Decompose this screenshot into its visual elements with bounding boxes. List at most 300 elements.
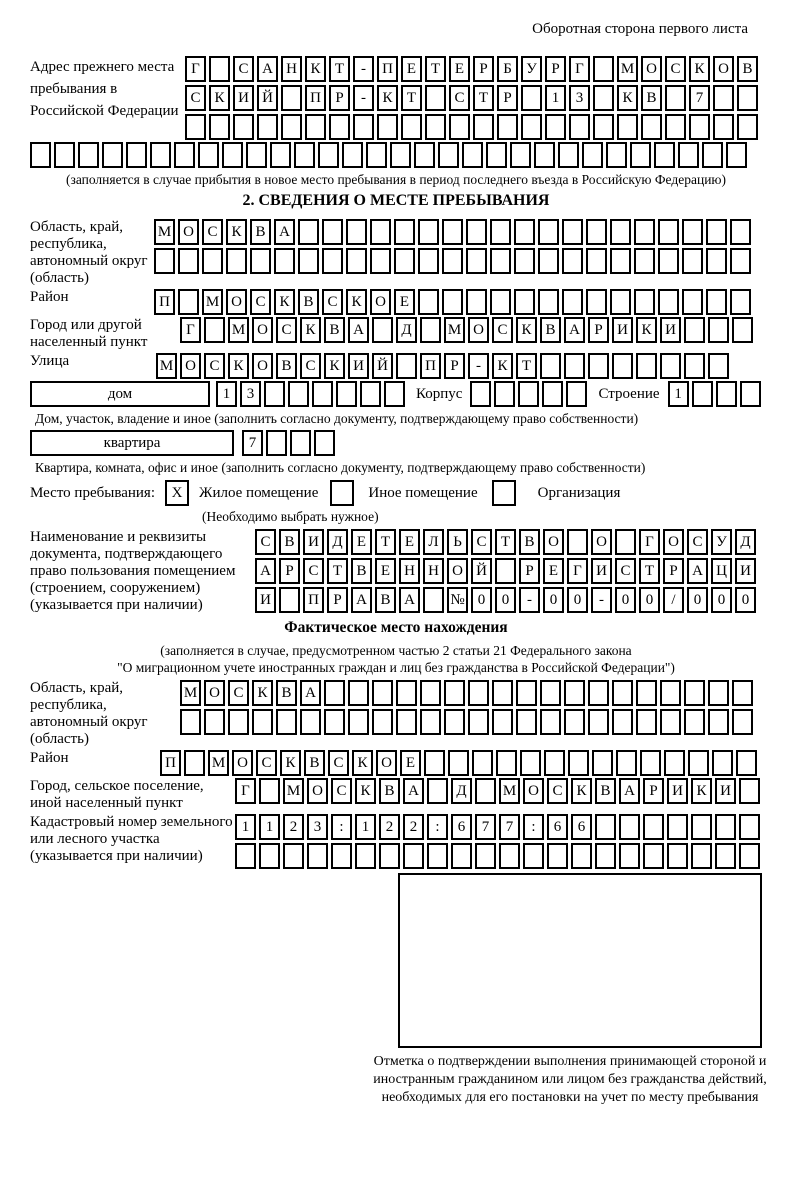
char-cell[interactable] — [523, 843, 544, 869]
char-cell[interactable] — [490, 289, 511, 315]
char-cell[interactable] — [307, 843, 328, 869]
char-cell[interactable]: А — [274, 219, 295, 245]
char-cell[interactable]: А — [399, 587, 420, 613]
char-cell[interactable] — [442, 219, 463, 245]
char-cell[interactable] — [612, 680, 633, 706]
char-cell[interactable] — [348, 709, 369, 735]
char-cell[interactable]: М — [228, 317, 249, 343]
char-cell[interactable] — [427, 843, 448, 869]
char-cell[interactable] — [610, 248, 631, 274]
char-cell[interactable]: К — [516, 317, 537, 343]
char-cell[interactable]: 0 — [495, 587, 516, 613]
char-cell[interactable]: О — [252, 353, 273, 379]
char-cell[interactable] — [312, 381, 333, 407]
char-cell[interactable] — [298, 219, 319, 245]
char-cell[interactable] — [615, 529, 636, 555]
char-cell[interactable] — [346, 248, 367, 274]
char-cell[interactable] — [567, 529, 588, 555]
char-cell[interactable] — [418, 219, 439, 245]
char-cell[interactable] — [716, 381, 737, 407]
char-cell[interactable]: - — [353, 85, 374, 111]
char-cell[interactable]: Р — [473, 56, 494, 82]
char-cell[interactable]: 1 — [259, 814, 280, 840]
char-cell[interactable]: 7 — [475, 814, 496, 840]
char-cell[interactable]: К — [377, 85, 398, 111]
char-cell[interactable] — [706, 289, 727, 315]
char-cell[interactable]: С — [228, 680, 249, 706]
char-cell[interactable]: М — [208, 750, 229, 776]
char-cell[interactable]: Т — [639, 558, 660, 584]
char-cell[interactable] — [616, 750, 637, 776]
char-cell[interactable]: Н — [281, 56, 302, 82]
char-cell[interactable]: В — [304, 750, 325, 776]
char-cell[interactable] — [545, 114, 566, 140]
char-cell[interactable] — [564, 680, 585, 706]
char-cell[interactable] — [126, 142, 147, 168]
char-cell[interactable] — [739, 814, 760, 840]
char-cell[interactable] — [516, 680, 537, 706]
char-cell[interactable]: В — [519, 529, 540, 555]
char-cell[interactable] — [329, 114, 350, 140]
char-cell[interactable] — [353, 114, 374, 140]
char-cell[interactable] — [444, 680, 465, 706]
char-cell[interactable]: Е — [449, 56, 470, 82]
char-cell[interactable]: О — [180, 353, 201, 379]
char-cell[interactable]: Т — [516, 353, 537, 379]
char-cell[interactable] — [684, 709, 705, 735]
char-cell[interactable] — [425, 114, 446, 140]
char-cell[interactable] — [636, 680, 657, 706]
char-cell[interactable] — [342, 142, 363, 168]
char-cell[interactable] — [209, 56, 230, 82]
char-cell[interactable] — [713, 85, 734, 111]
char-cell[interactable]: О — [713, 56, 734, 82]
char-cell[interactable] — [372, 317, 393, 343]
char-cell[interactable]: 0 — [687, 587, 708, 613]
char-cell[interactable]: О — [226, 289, 247, 315]
char-cell[interactable] — [593, 56, 614, 82]
char-cell[interactable]: П — [160, 750, 181, 776]
char-cell[interactable] — [420, 680, 441, 706]
char-cell[interactable] — [732, 317, 753, 343]
char-cell[interactable] — [355, 843, 376, 869]
char-cell[interactable] — [540, 353, 561, 379]
char-cell[interactable] — [665, 114, 686, 140]
char-cell[interactable] — [562, 248, 583, 274]
char-cell[interactable] — [667, 814, 688, 840]
char-cell[interactable] — [664, 750, 685, 776]
char-cell[interactable] — [370, 248, 391, 274]
char-cell[interactable]: И — [612, 317, 633, 343]
char-cell[interactable]: А — [257, 56, 278, 82]
char-cell[interactable]: И — [667, 778, 688, 804]
char-cell[interactable] — [595, 814, 616, 840]
char-cell[interactable] — [322, 219, 343, 245]
char-cell[interactable]: № — [447, 587, 468, 613]
char-cell[interactable]: С — [250, 289, 271, 315]
char-cell[interactable] — [582, 142, 603, 168]
char-cell[interactable]: Г — [180, 317, 201, 343]
char-cell[interactable]: 0 — [567, 587, 588, 613]
char-cell[interactable] — [226, 248, 247, 274]
char-cell[interactable] — [521, 85, 542, 111]
char-cell[interactable] — [540, 680, 561, 706]
char-cell[interactable] — [423, 587, 444, 613]
char-cell[interactable]: Д — [451, 778, 472, 804]
char-cell[interactable] — [348, 680, 369, 706]
char-cell[interactable]: Р — [329, 85, 350, 111]
char-cell[interactable]: С — [492, 317, 513, 343]
char-cell[interactable]: К — [492, 353, 513, 379]
char-cell[interactable]: 6 — [547, 814, 568, 840]
char-cell[interactable] — [514, 248, 535, 274]
char-cell[interactable] — [209, 114, 230, 140]
char-cell[interactable]: О — [232, 750, 253, 776]
char-cell[interactable]: К — [691, 778, 712, 804]
char-cell[interactable] — [534, 142, 555, 168]
char-cell[interactable] — [593, 114, 614, 140]
char-cell[interactable] — [713, 114, 734, 140]
char-cell[interactable] — [688, 750, 709, 776]
char-cell[interactable]: В — [379, 778, 400, 804]
char-cell[interactable] — [691, 843, 712, 869]
char-cell[interactable]: О — [178, 219, 199, 245]
char-cell[interactable] — [658, 289, 679, 315]
char-cell[interactable]: 0 — [735, 587, 756, 613]
char-cell[interactable]: Т — [329, 56, 350, 82]
char-cell[interactable]: К — [274, 289, 295, 315]
char-cell[interactable] — [468, 709, 489, 735]
char-cell[interactable]: В — [540, 317, 561, 343]
char-cell[interactable]: М — [180, 680, 201, 706]
char-cell[interactable]: С — [322, 289, 343, 315]
char-cell[interactable]: Е — [401, 56, 422, 82]
char-cell[interactable] — [606, 142, 627, 168]
char-cell[interactable] — [204, 317, 225, 343]
char-cell[interactable] — [643, 843, 664, 869]
char-cell[interactable] — [424, 750, 445, 776]
char-cell[interactable] — [475, 843, 496, 869]
char-cell[interactable]: К — [228, 353, 249, 379]
char-cell[interactable] — [184, 750, 205, 776]
char-cell[interactable] — [78, 142, 99, 168]
char-cell[interactable] — [228, 709, 249, 735]
char-cell[interactable] — [54, 142, 75, 168]
char-cell[interactable] — [496, 750, 517, 776]
char-cell[interactable]: / — [663, 587, 684, 613]
char-cell[interactable] — [396, 680, 417, 706]
char-cell[interactable] — [466, 289, 487, 315]
char-cell[interactable] — [384, 381, 405, 407]
char-cell[interactable]: Ь — [447, 529, 468, 555]
char-cell[interactable]: П — [303, 587, 324, 613]
char-cell[interactable] — [324, 680, 345, 706]
char-cell[interactable]: Е — [351, 529, 372, 555]
char-cell[interactable] — [634, 219, 655, 245]
char-cell[interactable]: С — [615, 558, 636, 584]
char-cell[interactable] — [730, 219, 751, 245]
char-cell[interactable]: - — [468, 353, 489, 379]
char-cell[interactable] — [427, 778, 448, 804]
char-cell[interactable]: 1 — [235, 814, 256, 840]
char-cell[interactable]: 0 — [639, 587, 660, 613]
char-cell[interactable] — [396, 709, 417, 735]
char-cell[interactable]: Г — [185, 56, 206, 82]
char-cell[interactable] — [270, 142, 291, 168]
char-cell[interactable] — [514, 289, 535, 315]
char-cell[interactable] — [472, 750, 493, 776]
char-cell[interactable] — [665, 85, 686, 111]
char-cell[interactable] — [715, 814, 736, 840]
char-cell[interactable] — [492, 680, 513, 706]
checkbox-residential[interactable]: X — [165, 480, 189, 506]
char-cell[interactable] — [473, 114, 494, 140]
char-cell[interactable] — [715, 843, 736, 869]
char-cell[interactable] — [708, 317, 729, 343]
char-cell[interactable] — [250, 248, 271, 274]
char-cell[interactable] — [612, 709, 633, 735]
char-cell[interactable]: Г — [567, 558, 588, 584]
char-cell[interactable] — [706, 219, 727, 245]
char-cell[interactable] — [588, 709, 609, 735]
char-cell[interactable]: Р — [279, 558, 300, 584]
char-cell[interactable]: В — [279, 529, 300, 555]
char-cell[interactable] — [684, 317, 705, 343]
char-cell[interactable] — [689, 114, 710, 140]
char-cell[interactable]: К — [346, 289, 367, 315]
char-cell[interactable] — [610, 219, 631, 245]
char-cell[interactable] — [185, 114, 206, 140]
char-cell[interactable] — [366, 142, 387, 168]
char-cell[interactable] — [586, 289, 607, 315]
char-cell[interactable]: К — [352, 750, 373, 776]
char-cell[interactable]: О — [641, 56, 662, 82]
char-cell[interactable] — [739, 778, 760, 804]
char-cell[interactable]: 0 — [711, 587, 732, 613]
char-cell[interactable] — [566, 381, 587, 407]
char-cell[interactable] — [643, 814, 664, 840]
char-cell[interactable]: И — [715, 778, 736, 804]
char-cell[interactable]: Т — [375, 529, 396, 555]
char-cell[interactable]: 0 — [471, 587, 492, 613]
char-cell[interactable]: С — [687, 529, 708, 555]
char-cell[interactable] — [418, 289, 439, 315]
char-cell[interactable] — [174, 142, 195, 168]
char-cell[interactable]: Е — [399, 529, 420, 555]
char-cell[interactable] — [266, 430, 287, 456]
char-cell[interactable]: 7 — [242, 430, 263, 456]
char-cell[interactable]: К — [280, 750, 301, 776]
checkbox-organization[interactable] — [492, 480, 516, 506]
char-cell[interactable] — [682, 289, 703, 315]
char-cell[interactable] — [737, 85, 758, 111]
char-cell[interactable] — [294, 142, 315, 168]
char-cell[interactable] — [569, 114, 590, 140]
char-cell[interactable]: А — [300, 680, 321, 706]
char-cell[interactable]: Н — [423, 558, 444, 584]
char-cell[interactable] — [233, 114, 254, 140]
char-cell[interactable] — [468, 680, 489, 706]
char-cell[interactable] — [544, 750, 565, 776]
char-cell[interactable]: А — [351, 587, 372, 613]
char-cell[interactable] — [586, 248, 607, 274]
char-cell[interactable] — [336, 381, 357, 407]
char-cell[interactable]: Р — [444, 353, 465, 379]
char-cell[interactable]: Ц — [711, 558, 732, 584]
char-cell[interactable] — [252, 709, 273, 735]
char-cell[interactable] — [510, 142, 531, 168]
char-cell[interactable] — [490, 219, 511, 245]
char-cell[interactable] — [619, 814, 640, 840]
char-cell[interactable]: А — [564, 317, 585, 343]
char-cell[interactable] — [494, 381, 515, 407]
char-cell[interactable]: О — [663, 529, 684, 555]
char-cell[interactable] — [660, 353, 681, 379]
char-cell[interactable]: А — [687, 558, 708, 584]
char-cell[interactable] — [684, 353, 705, 379]
char-cell[interactable]: Т — [495, 529, 516, 555]
char-cell[interactable]: К — [571, 778, 592, 804]
char-cell[interactable]: И — [303, 529, 324, 555]
apartment-type-box[interactable]: квартира — [30, 430, 234, 456]
char-cell[interactable]: К — [300, 317, 321, 343]
char-cell[interactable]: 1 — [668, 381, 689, 407]
char-cell[interactable] — [612, 353, 633, 379]
char-cell[interactable] — [684, 680, 705, 706]
char-cell[interactable] — [740, 381, 761, 407]
char-cell[interactable] — [521, 114, 542, 140]
char-cell[interactable] — [281, 114, 302, 140]
char-cell[interactable] — [466, 219, 487, 245]
char-cell[interactable] — [564, 709, 585, 735]
char-cell[interactable] — [588, 353, 609, 379]
char-cell[interactable] — [667, 843, 688, 869]
char-cell[interactable] — [372, 709, 393, 735]
char-cell[interactable]: С — [276, 317, 297, 343]
char-cell[interactable] — [300, 709, 321, 735]
char-cell[interactable] — [564, 353, 585, 379]
char-cell[interactable] — [634, 289, 655, 315]
char-cell[interactable]: Е — [375, 558, 396, 584]
char-cell[interactable]: Й — [471, 558, 492, 584]
char-cell[interactable]: С — [331, 778, 352, 804]
char-cell[interactable]: Б — [497, 56, 518, 82]
checkbox-other-premises[interactable] — [330, 480, 354, 506]
char-cell[interactable] — [324, 709, 345, 735]
char-cell[interactable] — [178, 289, 199, 315]
char-cell[interactable] — [30, 142, 51, 168]
char-cell[interactable]: 0 — [543, 587, 564, 613]
char-cell[interactable] — [298, 248, 319, 274]
char-cell[interactable] — [538, 219, 559, 245]
char-cell[interactable]: Е — [400, 750, 421, 776]
char-cell[interactable]: И — [233, 85, 254, 111]
char-cell[interactable] — [562, 289, 583, 315]
char-cell[interactable]: О — [307, 778, 328, 804]
char-cell[interactable] — [394, 248, 415, 274]
char-cell[interactable]: Р — [519, 558, 540, 584]
char-cell[interactable]: К — [226, 219, 247, 245]
char-cell[interactable]: М — [444, 317, 465, 343]
char-cell[interactable]: 3 — [240, 381, 261, 407]
char-cell[interactable]: И — [735, 558, 756, 584]
char-cell[interactable] — [692, 381, 713, 407]
char-cell[interactable]: С — [665, 56, 686, 82]
char-cell[interactable]: М — [499, 778, 520, 804]
char-cell[interactable]: Т — [425, 56, 446, 82]
char-cell[interactable]: С — [303, 558, 324, 584]
char-cell[interactable]: М — [283, 778, 304, 804]
char-cell[interactable] — [396, 353, 417, 379]
char-cell[interactable] — [401, 114, 422, 140]
char-cell[interactable]: О — [447, 558, 468, 584]
char-cell[interactable] — [305, 114, 326, 140]
char-cell[interactable] — [654, 142, 675, 168]
char-cell[interactable]: К — [636, 317, 657, 343]
char-cell[interactable] — [730, 248, 751, 274]
char-cell[interactable] — [540, 709, 561, 735]
char-cell[interactable] — [518, 381, 539, 407]
char-cell[interactable] — [739, 843, 760, 869]
char-cell[interactable]: Т — [473, 85, 494, 111]
char-cell[interactable] — [283, 843, 304, 869]
char-cell[interactable] — [425, 85, 446, 111]
char-cell[interactable]: К — [355, 778, 376, 804]
char-cell[interactable]: Г — [639, 529, 660, 555]
char-cell[interactable] — [730, 289, 751, 315]
char-cell[interactable] — [520, 750, 541, 776]
char-cell[interactable]: : — [427, 814, 448, 840]
char-cell[interactable] — [538, 289, 559, 315]
char-cell[interactable]: К — [689, 56, 710, 82]
char-cell[interactable]: О — [523, 778, 544, 804]
char-cell[interactable]: П — [154, 289, 175, 315]
char-cell[interactable] — [331, 843, 352, 869]
char-cell[interactable] — [702, 142, 723, 168]
char-cell[interactable] — [414, 142, 435, 168]
char-cell[interactable] — [562, 219, 583, 245]
char-cell[interactable] — [394, 219, 415, 245]
char-cell[interactable] — [180, 709, 201, 735]
char-cell[interactable] — [641, 114, 662, 140]
char-cell[interactable]: - — [591, 587, 612, 613]
char-cell[interactable] — [257, 114, 278, 140]
char-cell[interactable]: С — [471, 529, 492, 555]
char-cell[interactable]: С — [328, 750, 349, 776]
char-cell[interactable] — [318, 142, 339, 168]
char-cell[interactable]: Д — [396, 317, 417, 343]
char-cell[interactable]: О — [370, 289, 391, 315]
house-type-box[interactable]: дом — [30, 381, 210, 407]
char-cell[interactable] — [322, 248, 343, 274]
char-cell[interactable] — [732, 680, 753, 706]
char-cell[interactable]: А — [619, 778, 640, 804]
char-cell[interactable] — [377, 114, 398, 140]
char-cell[interactable] — [538, 248, 559, 274]
char-cell[interactable] — [499, 843, 520, 869]
char-cell[interactable] — [444, 709, 465, 735]
char-cell[interactable] — [568, 750, 589, 776]
char-cell[interactable] — [547, 843, 568, 869]
char-cell[interactable]: И — [660, 317, 681, 343]
char-cell[interactable] — [682, 248, 703, 274]
char-cell[interactable] — [516, 709, 537, 735]
char-cell[interactable]: О — [468, 317, 489, 343]
char-cell[interactable]: - — [353, 56, 374, 82]
char-cell[interactable]: 7 — [689, 85, 710, 111]
char-cell[interactable] — [592, 750, 613, 776]
char-cell[interactable]: Н — [399, 558, 420, 584]
